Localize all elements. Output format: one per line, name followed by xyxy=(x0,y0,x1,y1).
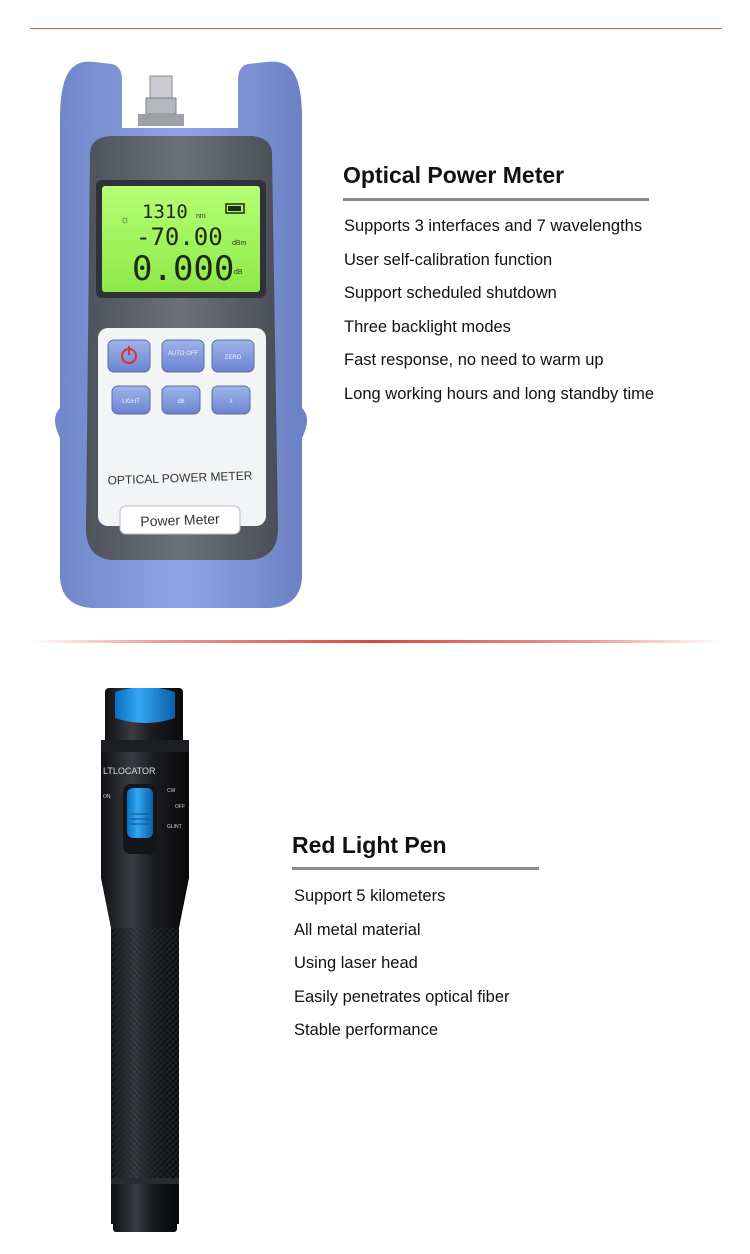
meter-title-underline xyxy=(343,198,649,201)
pen-section-title: Red Light Pen xyxy=(292,832,447,858)
db-button-label: dB xyxy=(177,399,185,405)
pen-switch-off-label: OFF xyxy=(175,804,185,810)
optical-power-meter-image xyxy=(50,58,312,610)
list-item: All metal material xyxy=(294,920,421,939)
meter-feature-list xyxy=(344,210,654,411)
pen-switch-glint-label: GLINT xyxy=(167,824,182,830)
list-item: Stable performance xyxy=(294,1021,438,1039)
list-item: Using laser head xyxy=(294,954,418,972)
auto-off-button-label: AUTO OFF xyxy=(167,351,199,357)
meter-section-title: Optical Power Meter xyxy=(343,162,565,188)
list-item: Support scheduled shutdown xyxy=(344,284,557,302)
wavelength-button-label: λ xyxy=(229,399,233,405)
list-item: Three backlight modes xyxy=(344,317,511,336)
list-item: Easily penetrates optical fiber xyxy=(294,987,510,1006)
top-divider xyxy=(30,28,722,29)
lcd-dbm-value: -70.00 xyxy=(136,223,223,251)
list-item: Fast response, no need to warm up xyxy=(344,351,604,369)
lcd-db-value: 0.000 xyxy=(132,249,235,289)
device-print-label: OPTICAL POWER METER xyxy=(107,468,253,488)
pen-feature-list xyxy=(294,880,510,1048)
device-nameplate: Power Meter xyxy=(140,510,220,530)
lcd-wavelength: 1310 xyxy=(142,201,188,223)
pen-switch-on-label: ON xyxy=(103,794,111,800)
section-divider xyxy=(30,640,720,643)
svg-text:☼: ☼ xyxy=(120,214,131,226)
list-item: Long working hours and long standby time xyxy=(344,384,655,403)
light-button-label: LIGHT xyxy=(122,399,140,405)
list-item: Support 5 kilometers xyxy=(294,887,446,905)
lcd-db-unit: dB xyxy=(234,269,243,276)
pen-switch-cw-label: CW xyxy=(167,788,176,794)
list-item: Supports 3 interfaces and 7 wavelengths xyxy=(344,217,643,235)
lcd-dbm-unit: dBm xyxy=(232,240,247,247)
red-light-pen-image xyxy=(95,688,195,1234)
pen-title-underline xyxy=(292,867,539,870)
zero-button-label: ZERO xyxy=(224,355,242,361)
lcd-wavelength-unit: nm xyxy=(196,213,206,220)
list-item: User self-calibration function xyxy=(344,250,553,269)
pen-brand-print: LTLOCATOR xyxy=(103,766,156,776)
